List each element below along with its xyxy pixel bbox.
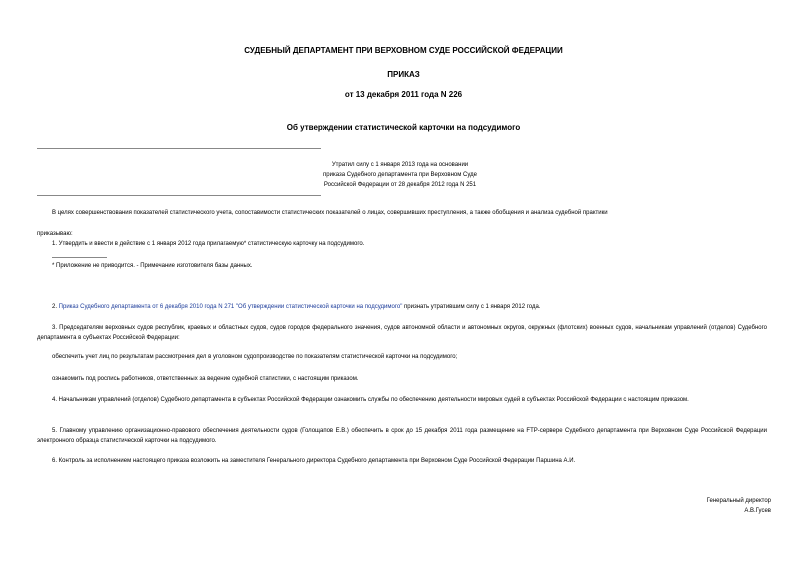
item-2-prefix: 2. [52,304,59,310]
validity-note [230,160,570,190]
item-3-paragraph: 3. Председателям верховных судов республик, краевых и областных судов, судов городов федерального значения, судов автономной области и автономных округов, окружных (флотских) военных судов, начальникам управлений (отделов) Судебного департамента в субъектах Российской Федерации: [37,325,767,341]
item-3-sub-b: ознакомить под роспись работников, ответственных за ведение судебной статистики, с настоящим приказом. [52,376,359,382]
validity-note-line: приказа Судебного департамента при Верховном Суде [323,172,477,178]
footnote-divider [52,257,107,258]
item-6-paragraph: 6. Контроль за исполнением настоящего приказа возложить на заместителя Генерального директора Судебного департамента при Верховном Суде Российской Федерации Паршина А.И. [52,458,576,464]
page-title: Об утверждении статистической карточки на подсудимого [286,123,521,132]
validity-note-line: Российской Федерации от 28 декабря 2012 года N 251 [323,182,477,188]
item-2-suffix: признать утратившим силу с 1 января 2012 года. [402,304,541,310]
org-heading: СУДЕБНЫЙ ДЕПАРТАМЕНТ ПРИ ВЕРХОВНОМ СУДЕ РОССИЙСКОЙ ФЕДЕРАЦИИ [244,46,563,55]
validity-note-line: Утратил силу с 1 января 2013 года на основании [331,162,469,168]
signatory-name: А.В.Гусев [744,508,771,514]
preamble-paragraph: В целях совершенствования показателей статистического учета, сопоставимости статистических показателей о лицах, совершивших преступления, а также обобщения и анализа судебной практики [52,210,608,216]
divider-top [37,148,321,149]
item-5-paragraph: 5. Главному управлению организационно-правового обеспечения деятельности судов (Голощапов Е.В.) обеспечить в срок до 15 декабря 2011 года размещение на FTP-сервере Судебного департамента при Верховном Суде Российской Федерации электронного образца статистической карточки на подсудимого. [37,428,767,444]
item-4-paragraph: 4. Начальникам управлений (отделов) Судебного департамента в субъектах Российской Федерации ознакомить службы по обеспечению деятельности мировых судей в субъектах Российской Федерации с настоящим приказом. [52,397,689,403]
date-number-heading: от 13 декабря 2011 года N 226 [344,90,463,99]
repealed-order-link[interactable]: Приказ Судебного департамента от 6 декабря 2010 года N 271 "Об утверждении статистической карточки на подсудимого" [58,304,403,310]
item-1-paragraph: 1. Утвердить и ввести в действие с 1 января 2012 года прилагаемую* статистическую карточку на подсудимого. [52,241,365,247]
signature-block [707,496,771,516]
divider-bottom [37,195,321,196]
footnote: * Приложение не приводится. - Примечание изготовителя базы данных. [52,263,253,269]
doc-type-heading: ПРИКАЗ [387,70,420,79]
item-3-sub-a: обеспечить учет лиц по результатам рассмотрения дел в уголовном судопроизводстве по показателям статистической карточки на подсудимого; [52,354,458,360]
item-2-paragraph [52,302,767,312]
order-word: приказываю: [37,231,73,237]
signatory-position: Генеральный директор [706,498,771,504]
